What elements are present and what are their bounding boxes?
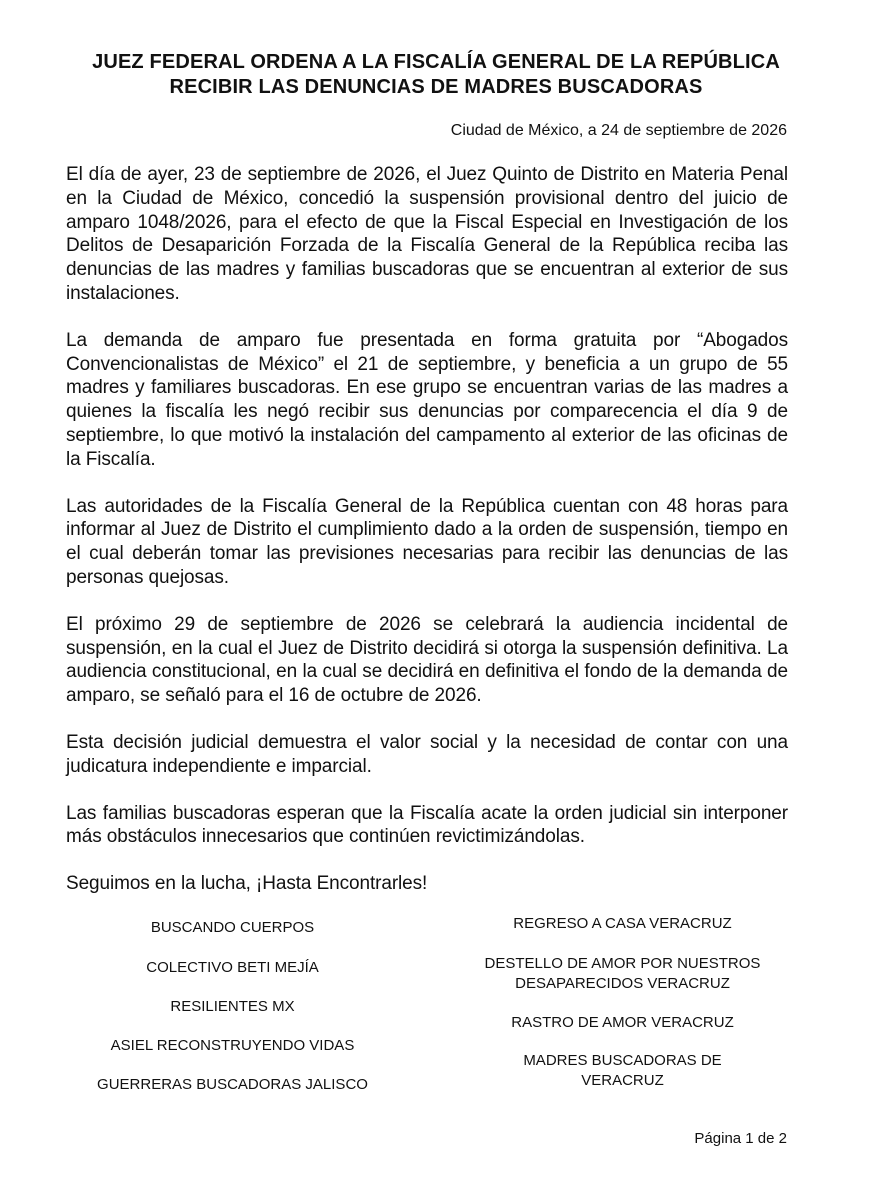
collective-name: COLECTIVO BETI MEJÍA [146,959,319,976]
dateline: Ciudad de México, a 24 de septiembre de 2026 [450,122,787,139]
collective-name: DESTELLO DE AMOR POR NUESTROS DESAPARECIDOS VERACRUZ [484,955,761,992]
paragraph-1: El día de ayer, 23 de septiembre de 2026, el Juez Quinto de Distrito en Materia Penal en la Ciudad de México, concedió la suspensión provisional dentro del juicio de amparo 1048/2026, para el efecto de que la Fiscal Especial en Investigación de los Delitos de Desaparición Forzada de la Fiscalía General de la República reciba las denuncias de las madres y familias buscadoras que se encuentran al exterior de sus instalaciones. [66,164,788,304]
paragraph-4: El próximo 29 de septiembre de 2026 se celebrará la audiencia incidental de suspensión, en la cual el Juez de Distrito decidirá si otorga la suspensión definitiva. La audiencia constitucional, en la cual se decidirá en definitiva el fondo de la demanda de amparo, se señaló para el 16 de octubre de 2026. [66,613,788,707]
document-title [40,50,832,100]
signatory-collectives [60,913,830,1113]
closing-line: Seguimos en la lucha, ¡Hasta Encontrarles! [66,873,428,895]
paragraph-5: Esta decisión judicial demuestra el valor social y la necesidad de contar con una judicatura independiente e imparcial. [66,731,788,777]
title-line-1: JUEZ FEDERAL ORDENA A LA FISCALÍA GENERAL DE LA REPÚBLICA [92,51,780,73]
collective-name: MADRES BUSCADORAS DE VERACRUZ [523,1052,722,1089]
collective-name: RASTRO DE AMOR VERACRUZ [511,1014,734,1031]
body-text [66,163,788,919]
collective-name: GUERRERAS BUSCADORAS JALISCO [97,1076,368,1093]
page-number: Página 1 de 2 [694,1130,787,1147]
collective-name: ASIEL RECONSTRUYENDO VIDAS [110,1037,355,1054]
title-line-2: RECIBIR LAS DENUNCIAS DE MADRES BUSCADORAS [169,76,703,98]
paragraph-2: La demanda de amparo fue presentada en forma gratuita por “Abogados Convencionalistas de México” el 21 de septiembre, y beneficia a un grupo de 55 madres y familiares buscadoras. En ese grupo se encuentran varias de las madres a quienes la fiscalía les negó recibir sus denuncias por comparecencia el día 9 de septiembre, lo que motivó la instalación del campamento al exterior de las oficinas de la Fiscalía. [66,329,788,470]
collective-name: REGRESO A CASA VERACRUZ [513,915,732,932]
paragraph-3: Las autoridades de la Fiscalía General de la República cuentan con 48 horas para informar al Juez de Distrito el cumplimiento dado a la orden de suspensión, tiempo en el cual deberán tomar las previsiones necesarias para recibir las denuncias de las personas quejosas. [66,495,788,588]
paragraph-6: Las familias buscadoras esperan que la Fiscalía acate la orden judicial sin interponer más obstáculos innecesarios que continúen revictimizándolas. [66,802,788,848]
collective-name: BUSCANDO CUERPOS [150,919,315,936]
collective-name: RESILIENTES MX [170,998,295,1015]
